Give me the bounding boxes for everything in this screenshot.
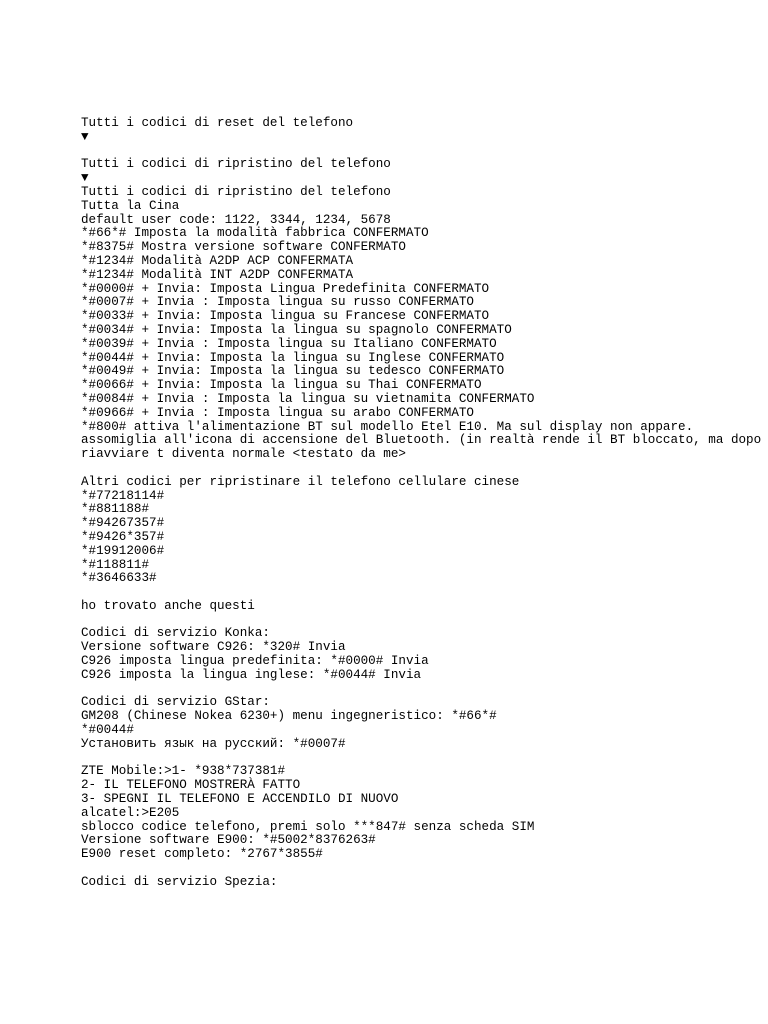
text-line: Altri codici per ripristinare il telefono cellulare cinese (81, 474, 520, 489)
text-line: Установить язык на русский: *#0007# (81, 736, 346, 751)
blank-line (81, 145, 768, 159)
blank-line (81, 586, 768, 600)
text-line: C926 imposta lingua predefinita: *#0000# Invia (81, 654, 429, 669)
text-line: *#9426*357# (81, 529, 165, 544)
text-line: *#94267357# (81, 516, 165, 531)
text-line: *#0966# + Invia : Imposta lingua su arabo CONFERMATO (81, 405, 474, 420)
text-line: *#0049# + Invia: Imposta la lingua su tedesco CONFERMATO (81, 364, 505, 379)
text-line: *#19912006# (81, 543, 165, 558)
blank-line (81, 462, 768, 476)
text-line: *#118811# (81, 557, 150, 572)
text-line: 2- IL TELEFONO MOSTRERÀ FATTO (81, 778, 301, 793)
text-line: Versione software E900: *#5002*8376263# (81, 833, 376, 848)
text-line: *#1234# Modalità INT A2DP CONFERMATA (81, 267, 354, 282)
text-line: ZTE Mobile:>1- *938*737381# (81, 764, 286, 779)
text-line: Codici di servizio Konka: (81, 626, 270, 641)
text-line: *#8375# Mostra versione software CONFERMATO (81, 240, 406, 255)
blank-line (81, 862, 768, 876)
text-line: Tutta la Cina (81, 198, 180, 213)
text-line: Tutti i codici di ripristino del telefono (81, 157, 391, 172)
blank-line (81, 752, 768, 766)
text-line: *#881188# (81, 502, 150, 517)
text-line: ho trovato anche questi (81, 598, 255, 613)
text-line: *#0034# + Invia: Imposta la lingua su spagnolo CONFERMATO (81, 322, 512, 337)
text-line: *#0007# + Invia : Imposta lingua su russo CONFERMATO (81, 295, 474, 310)
text-line: C926 imposta la lingua inglese: *#0044# Invia (81, 667, 422, 682)
text-line: *#0084# + Invia : Imposta la lingua su vietnamita CONFERMATO (81, 391, 535, 406)
text-line: Versione software C926: *320# Invia (81, 640, 346, 655)
text-line: alcatel:>E205 (81, 805, 180, 820)
text-line: *#0033# + Invia: Imposta lingua su Francese CONFERMATO (81, 309, 490, 324)
text-line: *#0044# (81, 723, 134, 738)
text-line: Codici di servizio GStar: (81, 695, 270, 710)
text-line: *#0039# + Invia : Imposta lingua su Italiano CONFERMATO (81, 336, 497, 351)
text-line: *#0066# + Invia: Imposta la lingua su Thai CONFERMATO (81, 378, 482, 393)
text-line: *#1234# Modalità A2DP ACP CONFERMATA (81, 253, 354, 268)
text-line: *#0000# + Invia: Imposta Lingua Predefinita CONFERMATO (81, 281, 490, 296)
text-line: Tutti i codici di ripristino del telefono (81, 184, 391, 199)
text-line: Codici di servizio Spezia: (81, 874, 278, 889)
text-line: *#0044# + Invia: Imposta la lingua su Inglese CONFERMATO (81, 350, 505, 365)
text-line: riavviare t diventa normale <testato da me> (81, 447, 406, 462)
text-line: sblocco codice telefono, premi solo ***847# senza scheda SIM (81, 819, 535, 834)
text-line: *#3646633# (81, 571, 157, 586)
text-line: Tutti i codici di reset del telefono (81, 116, 354, 130)
blank-line (81, 683, 768, 697)
triangle-down-icon: ▼ (81, 129, 89, 144)
triangle-down-icon: ▼ (81, 171, 89, 186)
text-line: default user code: 1122, 3344, 1234, 5678 (81, 212, 391, 227)
text-line: *#66*# Imposta la modalità fabbrica CONFERMATO (81, 226, 429, 241)
text-line: *#77218114# (81, 488, 165, 503)
text-line: assomiglia all'icona di accensione del Bluetooth. (in realtà rende il BT bloccato, ma dopo (81, 433, 762, 448)
blank-line (81, 614, 768, 628)
text-line: 3- SPEGNI IL TELEFONO E ACCENDILO DI NUOVO (81, 792, 399, 807)
text-line: *#800# attiva l'alimentazione BT sul modello Etel E10. Ma sul display non appare. (81, 419, 694, 434)
text-line: GM208 (Chinese Nokea 6230+) menu ingegneristico: *#66*# (81, 709, 497, 724)
text-line: E900 reset completo: *2767*3855# (81, 847, 323, 862)
document-body (81, 117, 768, 890)
